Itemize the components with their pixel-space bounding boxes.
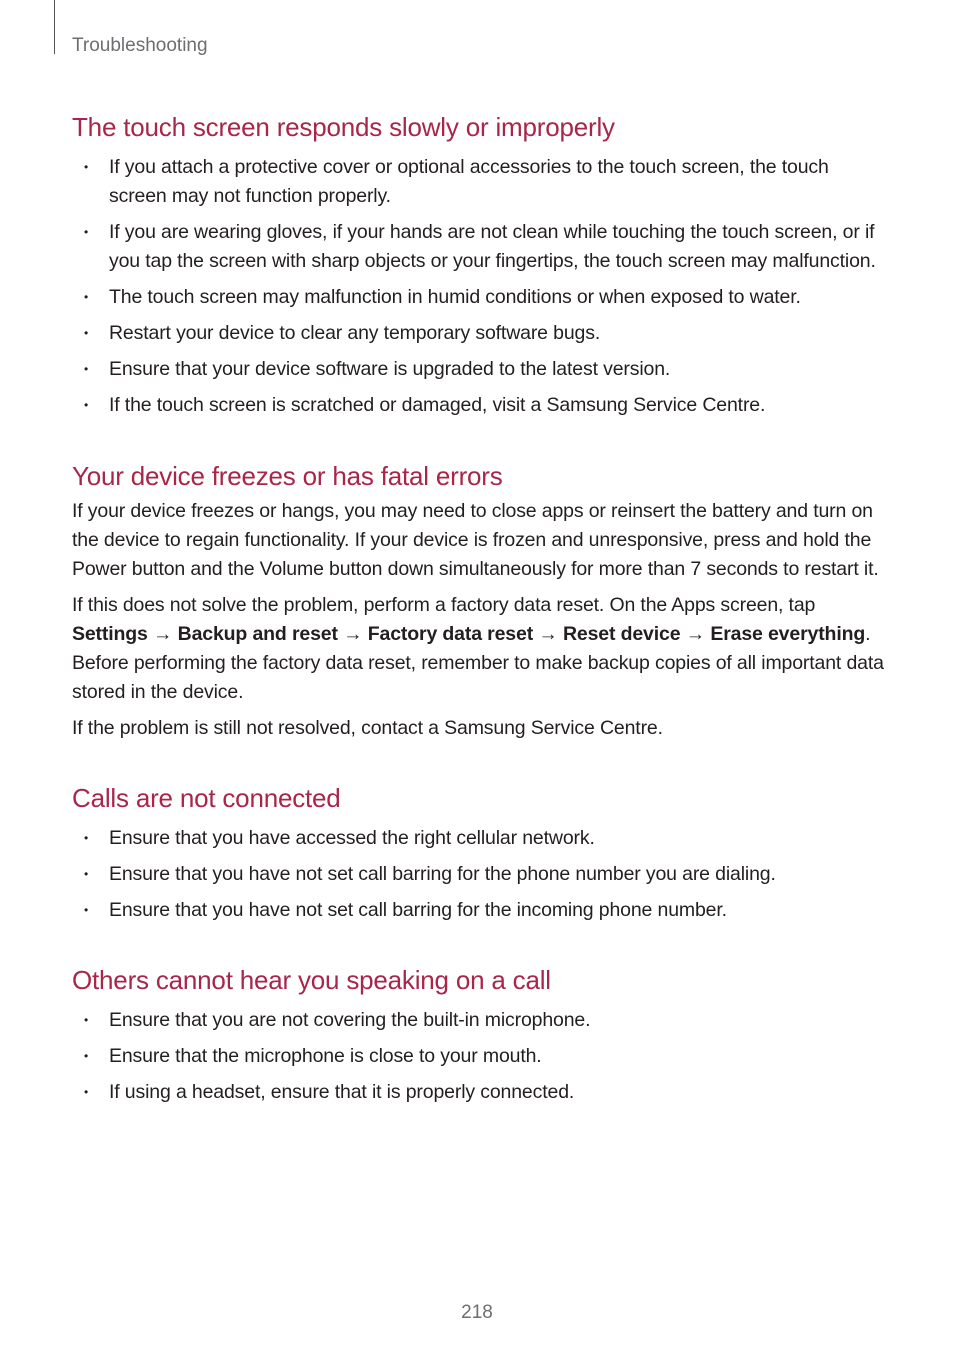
paragraph: If your device freezes or hangs, you may need to close apps or reinsert the battery and turn on the device to regain functionality. If your device is frozen and unresponsive, press and hold the Power button and the Volume button down simultaneously for more than 7 seconds to restart it.	[72, 500, 879, 580]
list-item: • Ensure that your device software is upgraded to the latest version.	[72, 355, 884, 384]
paragraph-text: Before performing the factory data reset, remember to make backup copies of all important data stored in the device.	[72, 652, 884, 703]
menu-path-item: Settings	[72, 623, 148, 645]
list-item: • If you attach a protective cover or optional accessories to the touch screen, the touch screen may not function properly.	[72, 153, 884, 211]
list-item: • Restart your device to clear any temporary software bugs.	[72, 319, 884, 348]
list-item: • The touch screen may malfunction in humid conditions or when exposed to water.	[72, 283, 884, 312]
paragraph-factory-reset	[72, 591, 884, 707]
arrow: →	[685, 623, 706, 645]
paragraph: If the problem is still not resolved, contact a Samsung Service Centre.	[72, 717, 663, 739]
section-title: Your device freezes or has fatal errors	[72, 461, 503, 491]
period: .	[865, 623, 871, 645]
list-item: • If the touch screen is scratched or damaged, visit a Samsung Service Centre.	[72, 391, 884, 420]
list-item: • Ensure that you are not covering the built-in microphone.	[72, 1006, 884, 1035]
section-title: Calls are not connected	[72, 783, 341, 813]
list-item: • Ensure that you have not set call barring for the incoming phone number.	[72, 896, 884, 925]
menu-path-item: Factory data reset	[367, 623, 534, 645]
section-title: Others cannot hear you speaking on a call	[72, 965, 551, 995]
arrow: →	[343, 623, 363, 645]
list-item: • Ensure that you have not set call barring for the phone number you are dialing.	[72, 860, 884, 889]
arrow: →	[538, 623, 558, 645]
section-title: The touch screen responds slowly or improperly	[72, 112, 615, 142]
menu-path-item: Reset device	[562, 623, 681, 645]
list-item: • Ensure that you have accessed the right cellular network.	[72, 824, 884, 853]
page-content	[72, 108, 884, 1107]
bullet-list	[72, 153, 884, 420]
section-others-cannot-hear	[72, 961, 884, 1107]
page-number: 218	[461, 1302, 493, 1323]
menu-path-item: Backup and reset	[177, 623, 338, 645]
list-item: • If you are wearing gloves, if your hands are not clean while touching the touch screen, or if you tap the screen with sharp objects or your fingertips, the touch screen may malfunction.	[72, 218, 884, 276]
list-item: • Ensure that the microphone is close to your mouth.	[72, 1042, 884, 1071]
menu-path-item: Erase everything	[710, 623, 866, 645]
paragraph-text: If this does not solve the problem, perform a factory data reset. On the Apps screen, tap	[72, 594, 816, 616]
section-calls-not-connected	[72, 779, 884, 925]
bullet-list	[72, 1006, 884, 1107]
section-device-freezes	[72, 457, 884, 743]
header-rule	[54, 0, 55, 54]
arrow: →	[153, 623, 173, 645]
list-item: • If using a headset, ensure that it is properly connected.	[72, 1078, 884, 1107]
bullet-list	[72, 824, 884, 925]
section-touch-screen	[72, 108, 884, 420]
running-title: Troubleshooting	[72, 35, 208, 56]
